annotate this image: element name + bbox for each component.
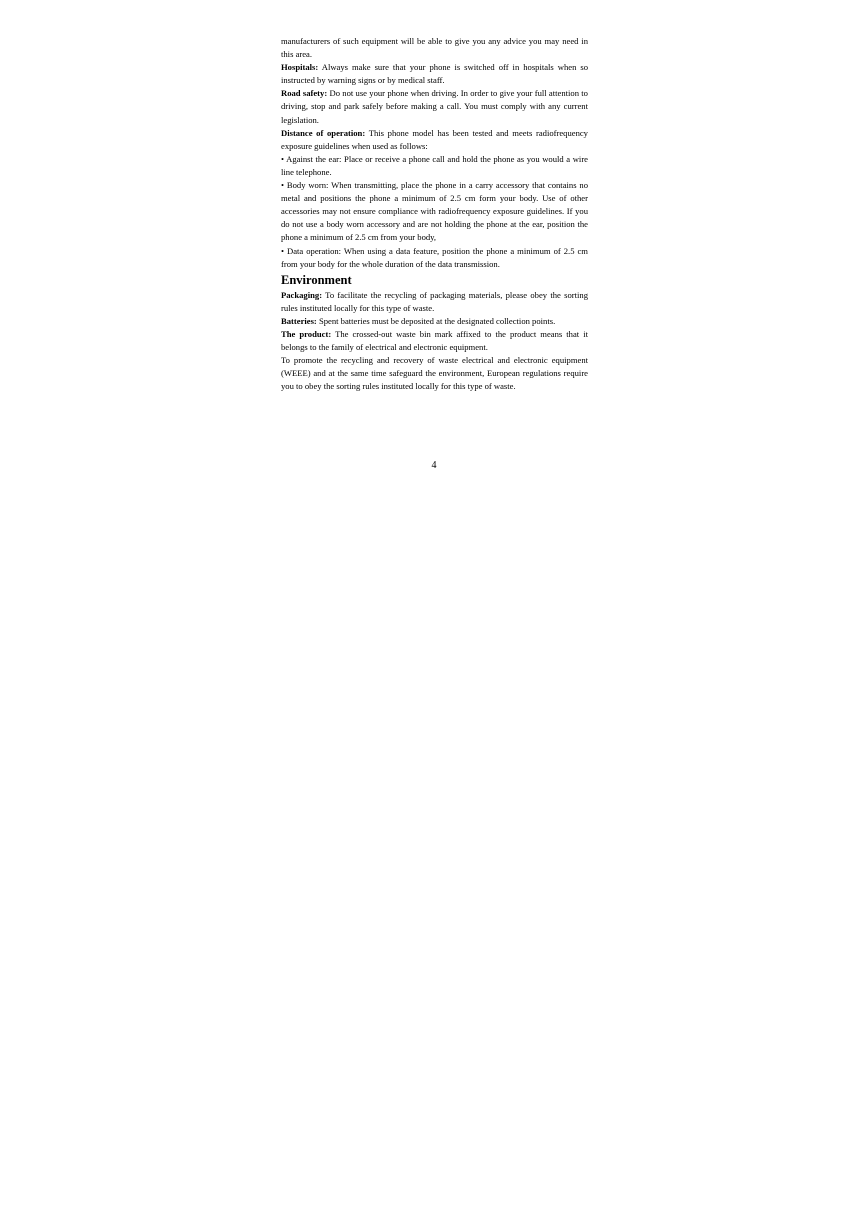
product-text: The crossed-out waste bin mark affixed to the product means that it belongs to the family of electrical and electronic equipment. bbox=[281, 328, 588, 353]
distance-of-operation-paragraph bbox=[281, 127, 588, 153]
continuation-paragraph: manufacturers of such equipment will be able to give you any advice you may need in this area. bbox=[281, 36, 588, 60]
road-safety-text: Do not use your phone when driving. In order to give your full attention to driving, stop and park safely before making a call. You must comply with any current legislation. bbox=[281, 88, 588, 125]
distance-of-operation-text: This phone model has been tested and meets radiofrequency exposure guidelines when used as follows: bbox=[281, 127, 588, 151]
bullet-body-worn: • Body worn: When transmitting, place the phone in a carry accessory that contains no metal and positions the phone a minimum of 2.5 cm form your body. Use of other accessories may not ensure compliance with radiofrequency exposure guidelines. If you do not use a body worn accessory and are not holding the phone at the ear, position the phone a minimum of 2.5 cm from your body, bbox=[281, 180, 588, 243]
bullet-against-ear: • Against the ear: Place or receive a phone call and hold the phone as you would a wire line telephone. bbox=[281, 153, 588, 177]
product-paragraph bbox=[281, 328, 588, 354]
road-safety-label: Road safety: bbox=[281, 88, 328, 99]
environment-heading: Environment bbox=[281, 272, 352, 287]
packaging-paragraph bbox=[281, 289, 588, 315]
packaging-text: To facilitate the recycling of packaging materials, please obey the sorting rules instituted locally for this type of waste. bbox=[281, 289, 588, 313]
bullet-data-operation: • Data operation: When using a data feature, position the phone a minimum of 2.5 cm from your body for the whole duration of the data transmission. bbox=[281, 245, 588, 269]
page-number: 4 bbox=[431, 460, 437, 471]
packaging-label: Packaging: bbox=[281, 289, 323, 300]
road-safety-paragraph bbox=[281, 87, 588, 126]
hospitals-paragraph bbox=[281, 61, 588, 87]
hospitals-label: Hospitals: bbox=[281, 62, 319, 73]
weee-paragraph: To promote the recycling and recovery of waste electrical and electronic equipment (WEEE) and at the same time safeguard the environment, European regulations require you to obey the sorting rules instituted locally for this type of waste. bbox=[281, 355, 588, 392]
product-label: The product: bbox=[281, 328, 332, 339]
document-body bbox=[281, 35, 588, 393]
batteries-text: Spent batteries must be deposited at the designated collection points. bbox=[316, 315, 556, 326]
batteries-paragraph bbox=[281, 315, 588, 328]
distance-of-operation-label: Distance of operation: bbox=[281, 127, 366, 138]
batteries-label: Batteries: bbox=[281, 315, 317, 326]
hospitals-text: Always make sure that your phone is switched off in hospitals when so instructed by warning signs or by medical staff. bbox=[281, 62, 588, 86]
